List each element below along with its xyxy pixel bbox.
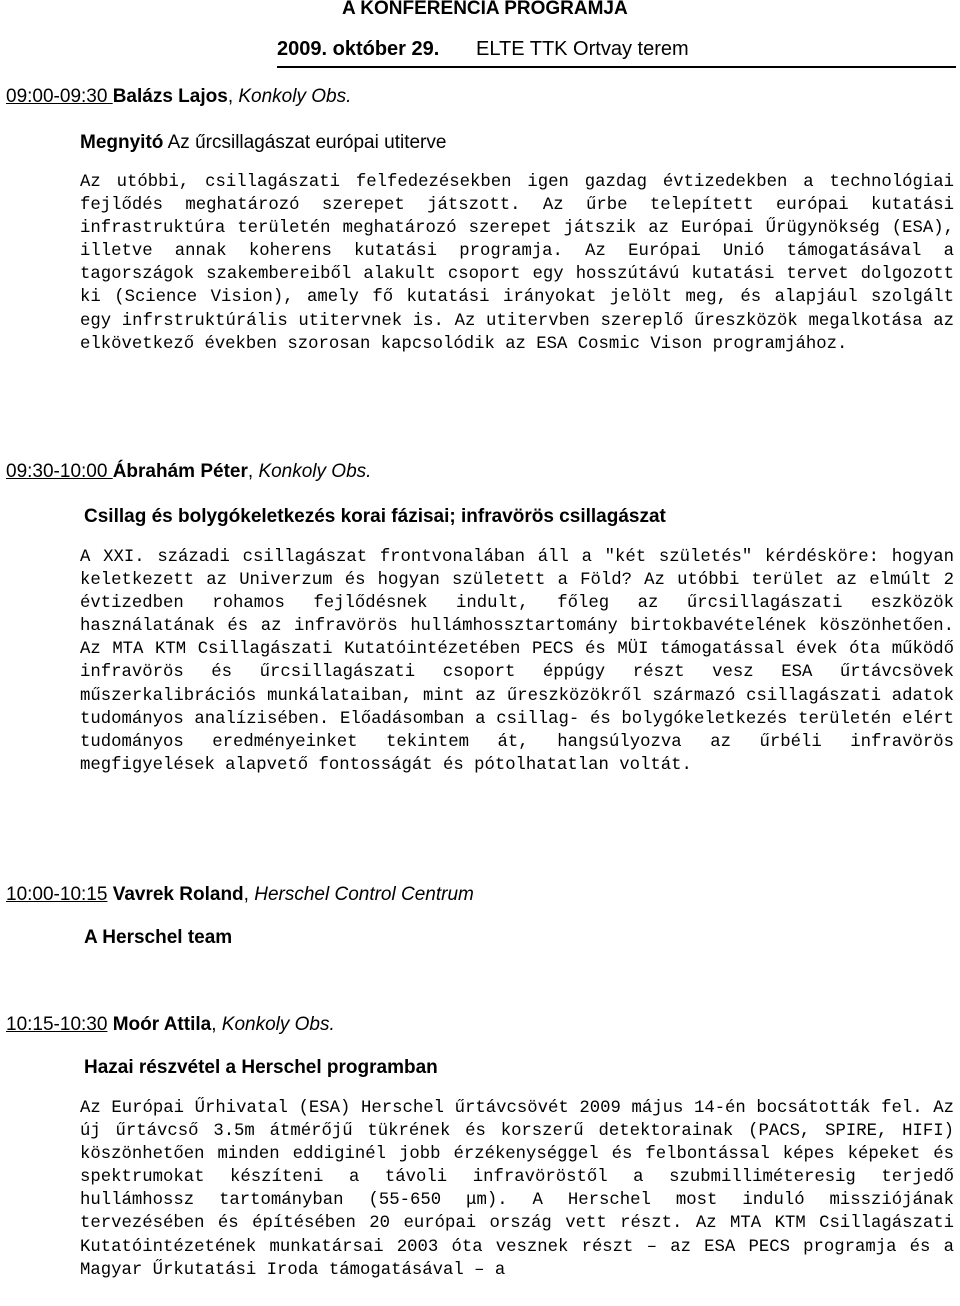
session-1-affiliation: Konkoly Obs. <box>238 86 352 107</box>
session-1-speaker: Balázs Lajos <box>112 86 228 107</box>
session-2-heading: 09:30-10:00 Ábrahám Péter, Konkoly Obs. <box>6 461 372 482</box>
conference-room: ELTE TTK Ortvay terem <box>476 38 689 60</box>
session-3-talk <box>84 927 232 949</box>
session-3-affiliation: Herschel Control Centrum <box>254 884 474 905</box>
conference-title: A KONFERENCIA PROGRAMJA <box>342 0 628 19</box>
session-4-abstract: Az Európai Űrhivatal (ESA) Herschel űrtávcsövét 2009 május 14-én bocsátották fel. Az új űrtávcső 3.5m átmérőjű tükrének és korszerű detektorainak (PACS, SPIRE, HIFI) köszönhetően minden eddiginél jobb érzékenységgel és felbontással képes képeket és spektrumokat készíteni a távoli infravöröstől a szubmilliméteresig terjedő hullámhossz tartományban (55-650 μm). A Herschel most induló missziójának tervezésében és építésében 20 európai ország vett részt. Az MTA KTM Csillagászati Kutatóintézetének munkatársai 2003 óta vesznek részt – az ESA PECS programja és a Magyar Űrkutatási Iroda támogatásával – a <box>80 1099 954 1280</box>
session-2-talk <box>84 506 666 528</box>
header-divider <box>277 66 956 68</box>
session-1-talk-label: Megnyitó <box>80 132 164 153</box>
conference-date: 2009. október 29. <box>277 38 440 60</box>
session-3-heading: 10:00-10:15 Vavrek Roland, Herschel Control Centrum <box>6 884 474 905</box>
session-1-abstract: Az utóbbi, csillagászati felfedezésekben igen gazdag évtizedekben a technológiai fejlődés meghatározó szerepet játszott. Az űrbe telepített európai kutatási infrastruktúra területén meghatározó szerepet játszik az Európai Űrügynökség (ESA), illetve annak koherens kutatási programja. Az Európai Unió támogatásával a tagországok szakembereiből alakult csoport egy hosszútávú kutatási tervet dolgozott ki (Science Vision), amely fő kutatási irányokat jelölt meg, és alapjául szolgált egy infrstruktúrális utitervnek is. Az utitervben szereplő űreszközök megalkotása az elkövetkező években szorosan kapcsolódik az ESA Cosmic Vison programjához. <box>80 173 954 354</box>
session-4-talk-title: Hazai részvétel a Herschel programban <box>84 1057 438 1078</box>
session-4-talk <box>84 1057 438 1079</box>
session-2-time: 09:30-10:00 <box>6 461 108 482</box>
session-3-time: 10:00-10:15 <box>6 884 108 905</box>
session-3-talk-title: A Herschel team <box>84 927 233 948</box>
session-4-affiliation: Konkoly Obs. <box>221 1014 335 1035</box>
session-1-talk-title: Az űrcsillagászat európai utiterve <box>167 132 447 153</box>
session-4-time: 10:15-10:30 <box>6 1014 108 1035</box>
session-2-talk-title: Csillag és bolygókeletkezés korai fázisai; infravörös csillagászat <box>84 506 666 527</box>
session-2-affiliation: Konkoly Obs. <box>258 461 372 482</box>
session-1-talk <box>80 132 446 154</box>
session-4-speaker: Moór Attila <box>112 1014 212 1035</box>
session-1-heading: 09:00-09:30 Balázs Lajos, Konkoly Obs. <box>6 86 352 107</box>
session-3-speaker: Vavrek Roland <box>112 884 244 905</box>
session-2-speaker: Ábrahám Péter <box>112 461 248 482</box>
session-2-abstract: A XXI. századi csillagászat frontvonalában áll a "két születés" kérdésköre: hogyan keletkezett az Univerzum és hogyan született a Föld? Az utóbbi terület az elmúlt 2 évtizedben rohamos fejlődésnek indult, főleg az űrcsillagászati eszközök használatának és az infravörös hullámhossztartomány birtokbavételének köszönhetően. Az MTA KTM Csillagászati Kutatóintézetében PECS és MÜI támogatással évek óta működő infravörös és űrcsillagászati csoport éppúgy részt vesz ESA űrtávcsövek műszerkalibrációs munkálataiban, mint az űreszközökről származó csillagászati adatok tudományos analízisében. Előadásomban a csillag- és bolygókeletkezés területén elért tudományos eredményeinket tekintem át, hangsúlyozva az űrbéli infravörös megfigyelések alapvető fontosságát és pótolhatatlan voltát. <box>80 548 954 775</box>
session-1-time: 09:00-09:30 <box>6 86 108 107</box>
session-4-heading: 10:15-10:30 Moór Attila, Konkoly Obs. <box>6 1014 335 1035</box>
